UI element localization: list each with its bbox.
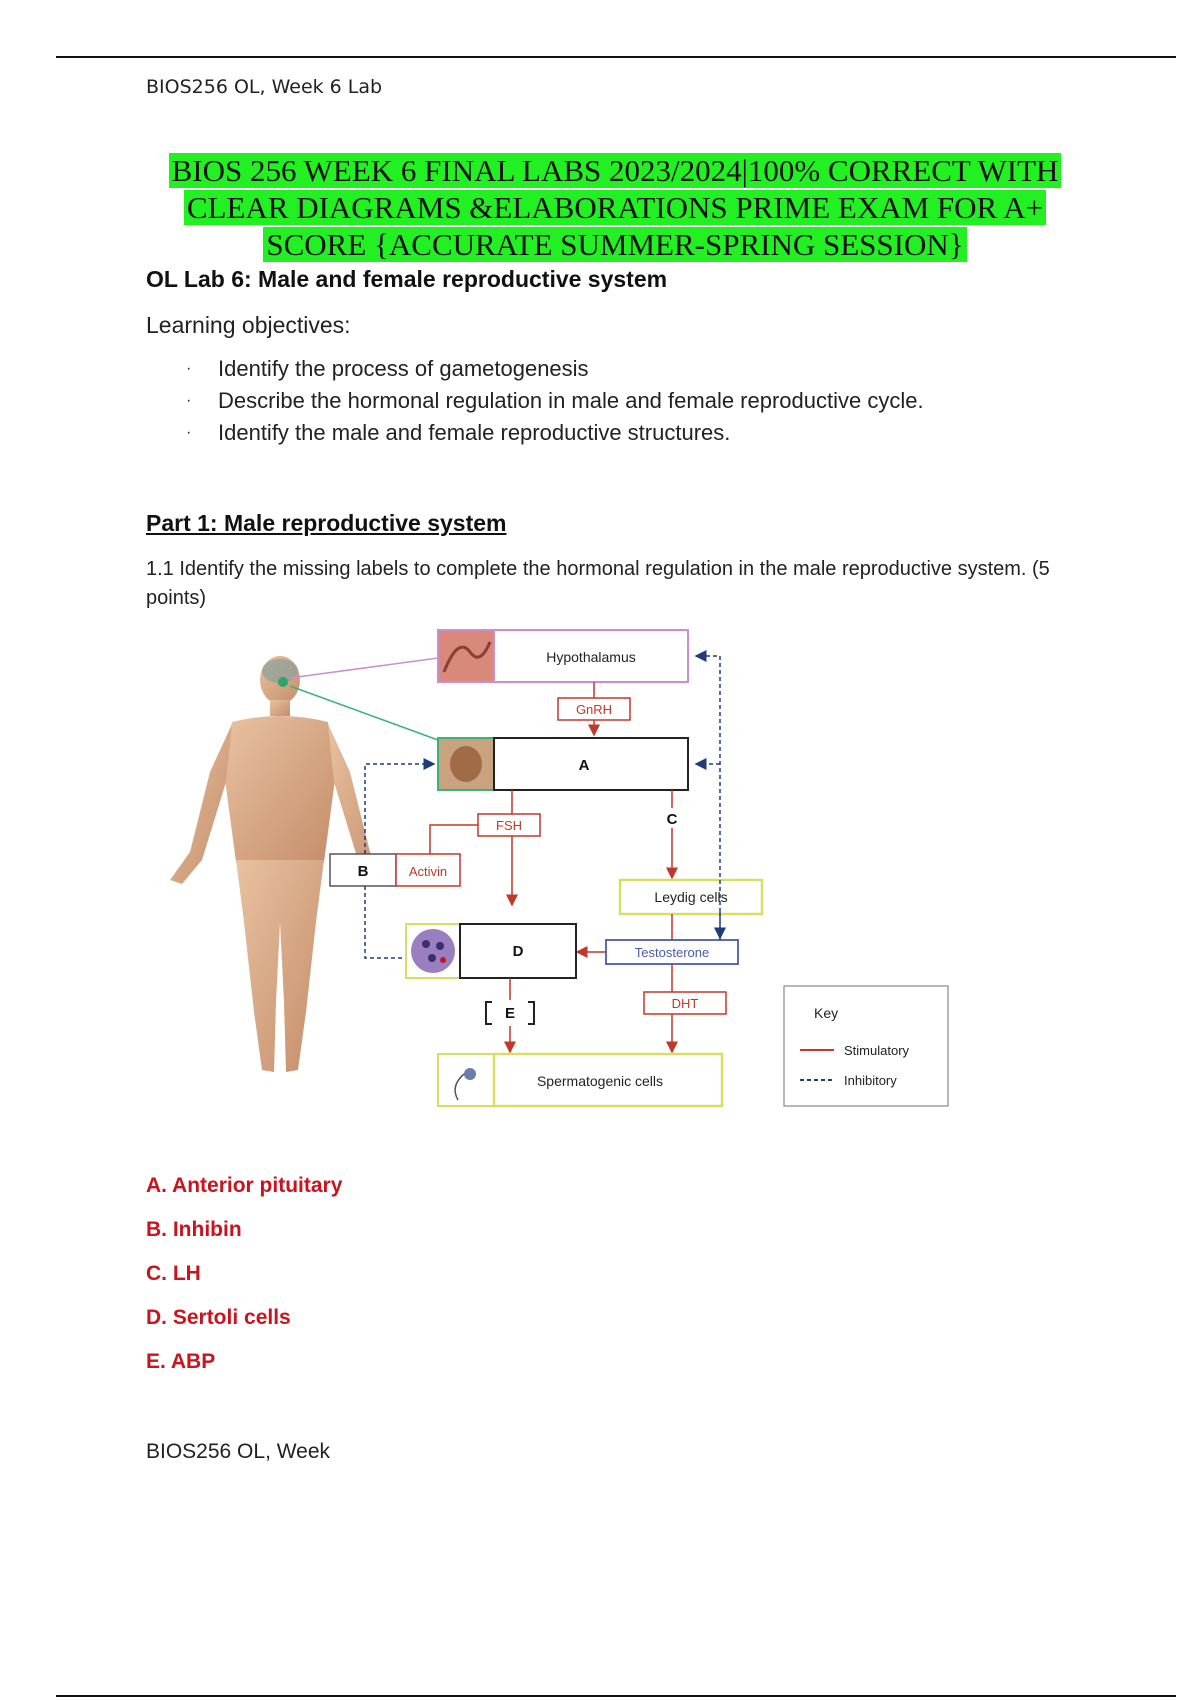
question-1-1: 1.1 Identify the missing labels to complete the hormonal regulation in the male reproductive system. (5 points) [146, 558, 1050, 609]
label-b: B [357, 863, 369, 880]
fsh-label: FSH [496, 818, 522, 833]
diagram-key [784, 986, 948, 1106]
hypothalamus-label: Hypothalamus [546, 649, 636, 665]
bullet-icon: · [186, 360, 192, 377]
spermatogenic-label: Spermatogenic cells [536, 1073, 664, 1089]
label-a: A [578, 757, 590, 774]
answer-item: E. ABP [146, 1350, 216, 1373]
banner-line-2: CLEAR DIAGRAMS &ELABORATIONS PRIME EXAM FOR A+ [184, 190, 1046, 225]
label-e: E [504, 1005, 516, 1022]
key-inhibitory-label: Inhibitory [844, 1073, 897, 1088]
answer-list [146, 1174, 342, 1394]
objective-item: · Describe the hormonal regulation in male and female reproductive cycle. [186, 388, 924, 413]
bullet-icon: · [186, 392, 192, 409]
box-a [494, 738, 688, 790]
part-1-title: Part 1: Male reproductive system [146, 510, 507, 536]
key-title: Key [814, 1005, 839, 1021]
hormonal-regulation-diagram [140, 622, 960, 1122]
answer-item: B. Inhibin [146, 1218, 242, 1241]
objectives-label: Learning objectives: [146, 312, 351, 338]
lab-title: OL Lab 6: Male and female reproductive system [146, 266, 668, 292]
objective-item: · Identify the male and female reproductive structures. [186, 420, 731, 445]
activin-label: Activin [408, 864, 448, 879]
hypothalamus-image [438, 630, 494, 682]
key-stimulatory-label: Stimulatory [844, 1043, 910, 1058]
objective-item: · Identify the process of gametogenesis [186, 356, 589, 381]
top-rule [56, 56, 1176, 58]
leydig-label: Leydig cells [654, 889, 728, 905]
banner-line-3: SCORE {ACCURATE SUMMER-SPRING SESSION} [263, 227, 966, 262]
bullet-icon: · [186, 424, 192, 441]
dht-label: DHT [671, 996, 699, 1011]
objectives-list [146, 356, 924, 452]
answer-item: D. Sertoli cells [146, 1306, 291, 1329]
label-d: D [512, 943, 524, 960]
banner-line-1: BIOS 256 WEEK 6 FINAL LABS 2023/2024|100% CORRECT WITH [169, 153, 1062, 188]
answer-item: C. LH [146, 1262, 201, 1285]
highlighted-banner-title [140, 152, 1090, 263]
running-header: BIOS256 OL, Week 6 Lab [146, 76, 383, 98]
bottom-rule [56, 1695, 1176, 1697]
testosterone-label: Testosterone [634, 945, 710, 960]
answer-item: A. Anterior pituitary [146, 1174, 343, 1197]
sperm-image [438, 1054, 494, 1106]
label-c: C [666, 811, 678, 828]
gnrh-label: GnRH [575, 702, 613, 717]
running-footer: BIOS256 OL, Week [146, 1440, 331, 1463]
